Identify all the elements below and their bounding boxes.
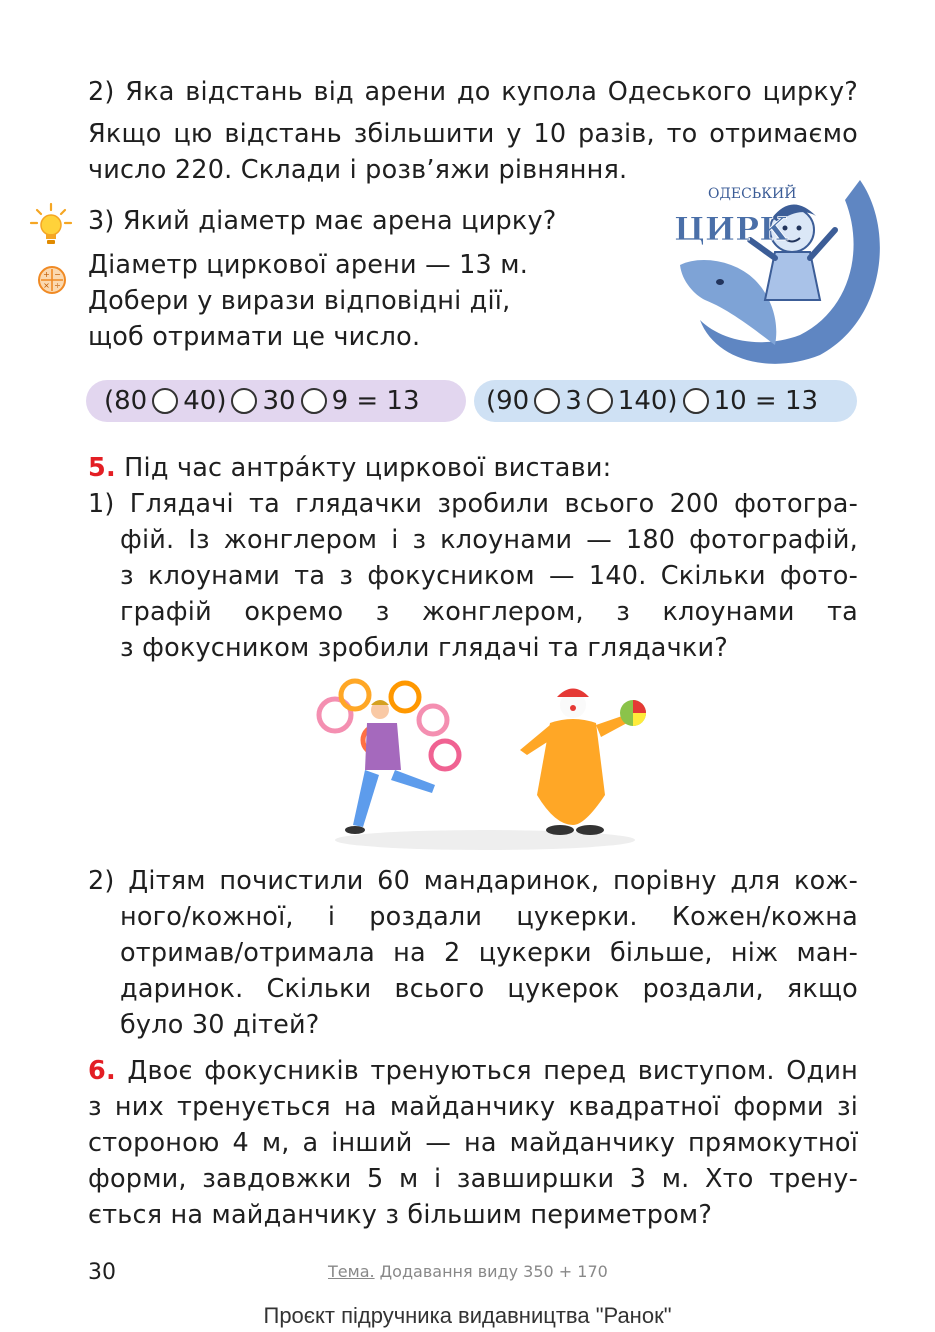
svg-text:−: −: [54, 270, 61, 279]
task5-1-line5: з фокусником зробили глядачі та глядачки?: [120, 633, 728, 663]
task4-3-line2: Діаметр циркової арени — 13 м.: [88, 250, 528, 280]
page-number: 30: [88, 1260, 116, 1285]
topic-text: Додавання виду 350 + 170: [379, 1262, 608, 1281]
task5-1-line3: з клоунами та з фокусником — 140. Скільки фото-: [120, 561, 858, 591]
task4-3-line3: Добери у вирази відповідні дії,: [88, 286, 511, 316]
expr1-b: 30: [262, 386, 296, 416]
task5-1-line2: фій. Із жонглером і з клоунами — 180 фотографій,: [120, 525, 858, 555]
task5-2-line1: 2) Дітям почистили 60 мандаринок, порівну для кож-: [88, 866, 858, 896]
juggler-clown-illustration: [305, 675, 665, 855]
task6-line1: [88, 1056, 858, 1086]
task6-line5: ється на майданчику з більшим периметром?: [88, 1200, 713, 1230]
task4-2-line3: число 220. Склади і розв’яжи рівняння.: [88, 155, 628, 185]
task6-line3: стороною 4 м, а інший — на майданчику прямокутної: [88, 1128, 858, 1158]
logo-top-text: ОДЕСЬКИЙ: [708, 186, 797, 202]
operation-slot[interactable]: [587, 388, 613, 414]
topic-label: Тема.: [328, 1262, 375, 1281]
operation-slot[interactable]: [231, 388, 257, 414]
expr1-c: 9 = 13: [331, 386, 420, 416]
logo-main-text: ЦИРК: [674, 210, 789, 248]
task5-number: 5.: [88, 453, 116, 483]
svg-text:+: +: [43, 270, 50, 279]
lightbulb-icon: [29, 202, 73, 252]
task6-line1-text: Двоє фокусників тренуються перед виступом. Один: [127, 1056, 858, 1086]
task5-2-line4: даринок. Скільки всього цукерок роздали, якщо: [120, 974, 858, 1004]
expr1-open: (80: [104, 386, 148, 416]
task6-line2: з них тренується на майданчику квадратної форми зі: [88, 1092, 858, 1122]
task5-title-line: [88, 453, 611, 483]
expr2-a: 3: [565, 386, 582, 416]
task4-2-line2: Якщо цю відстань збільшити у 10 разів, то отримаємо: [88, 119, 858, 149]
odesa-circus-logo: [660, 170, 882, 370]
task4-2-line1: 2) Яка відстань від арени до купола Одеського цирку?: [88, 77, 858, 107]
juggler: [319, 681, 459, 834]
task5-2-line2: ного/кожної, і роздали цукерки. Кожен/кожна: [120, 902, 858, 932]
task6-line4: форми, завдовжки 5 м і завширшки 3 м. Хто трену-: [88, 1164, 858, 1194]
task5-2-line3: отримав/отримала на 2 цукерки більше, ніж ман-: [120, 938, 858, 968]
task4-3-line4: щоб отримати це число.: [88, 322, 421, 352]
task4-3-line1: 3) Який діаметр має арена цирку?: [88, 206, 557, 236]
topic-line: [328, 1262, 608, 1281]
task5-1-line4: графій окремо з жонглером, з клоунами та: [120, 597, 858, 627]
draft-notice: Проєкт підручника видавництва "Ранок": [263, 1303, 672, 1328]
expr1-a: 40): [183, 386, 227, 416]
expr2-b: 140): [617, 386, 678, 416]
task5-title: Під час антра́кту циркової вистави:: [124, 453, 612, 483]
expression-1: [86, 380, 466, 422]
expr2-c: 10 = 13: [713, 386, 819, 416]
operation-slot[interactable]: [683, 388, 709, 414]
clown: [520, 689, 646, 836]
operation-slot[interactable]: [301, 388, 327, 414]
svg-text:÷: ÷: [54, 281, 61, 290]
operation-slot[interactable]: [534, 388, 560, 414]
task5-2-line5: було 30 дітей?: [120, 1010, 320, 1040]
task5-1-line1: 1) Глядачі та глядачки зробили всього 200 фотогра-: [88, 489, 858, 519]
operation-slot[interactable]: [152, 388, 178, 414]
task6-number: 6.: [88, 1056, 116, 1086]
svg-text:×: ×: [43, 281, 50, 290]
expression-2: [474, 380, 857, 422]
calculation-icon: [37, 265, 67, 295]
expr2-open: (90: [486, 386, 530, 416]
